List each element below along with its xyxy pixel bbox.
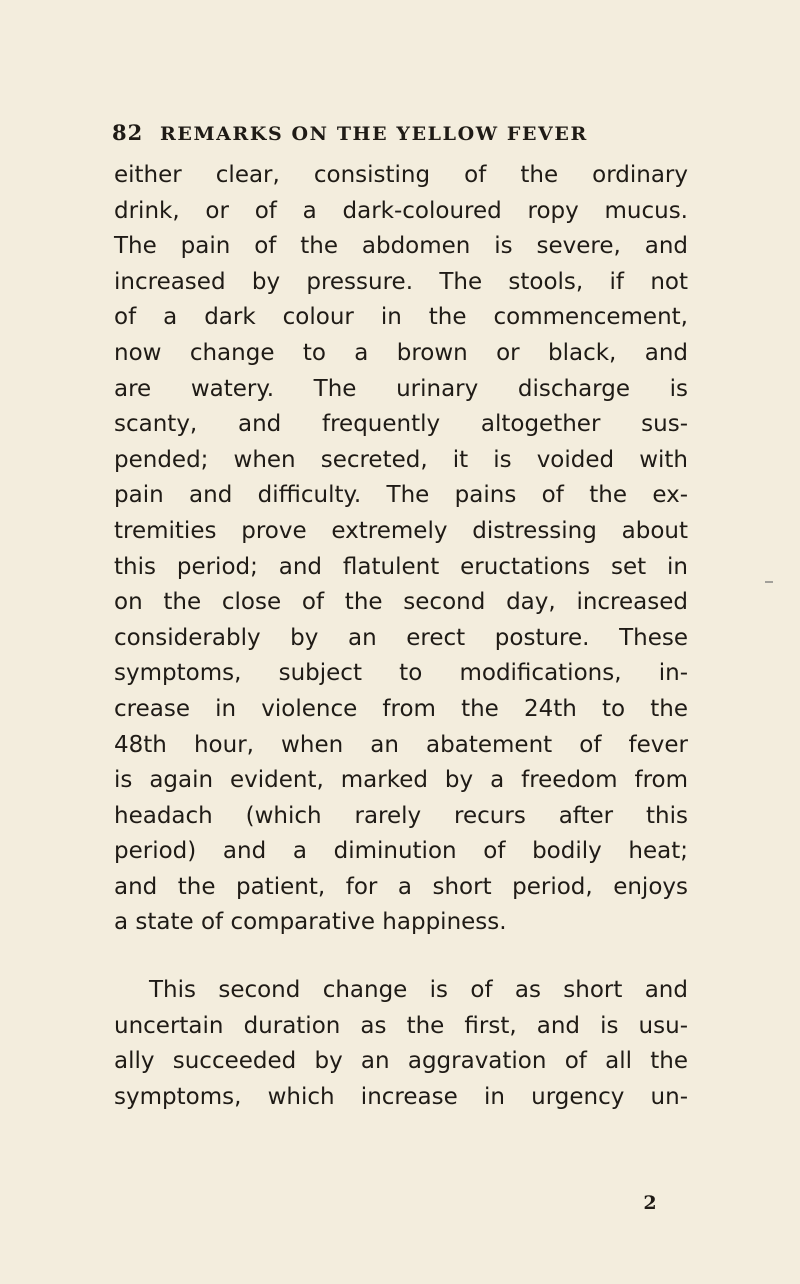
running-title: REMARKS ON THE YELLOW FEVER [160, 123, 588, 145]
text-line: pain and difficulty. The pains of the ex- [114, 482, 688, 509]
text-line: a state of comparative happiness. [114, 909, 507, 936]
text-line: now change to a brown or black, and [114, 339, 688, 366]
text-line: symptoms, subject to modifications, in- [114, 660, 688, 687]
text-line: symptoms, which increase in urgency un- [114, 1083, 688, 1110]
text-line: is again evident, marked by a freedom from [114, 767, 688, 794]
text-line: tremities prove extremely distressing about [114, 517, 688, 544]
page-number: 82 [112, 120, 144, 145]
running-head [112, 120, 692, 150]
paragraph-1 [114, 158, 688, 941]
text-line: either clear, consisting of the ordinary [114, 162, 688, 188]
text-line: of a dark colour in the commencement, [114, 304, 688, 331]
text-line: on the close of the second day, increased [114, 589, 688, 616]
signature-mark: 2 [643, 1192, 657, 1214]
text-line: headach (which rarely recurs after this [114, 802, 688, 829]
text-line: scanty, and frequently altogether sus- [114, 411, 688, 438]
text-line: ally succeeded by an aggravation of all the [114, 1048, 688, 1075]
body-text [114, 158, 688, 1115]
text-line: This second change is of as short and [149, 977, 688, 1004]
paper-speck [765, 581, 773, 583]
text-line: this period; and flatulent eructations set in [114, 553, 688, 580]
text-line: pended; when secreted, it is voided with [114, 446, 688, 473]
text-line: uncertain duration as the first, and is usu- [114, 1012, 688, 1039]
text-line: increased by pressure. The stools, if not [114, 268, 688, 295]
text-line: 48th hour, when an abatement of fever [114, 731, 688, 758]
paragraph-2 [114, 973, 688, 1115]
text-line: crease in violence from the 24th to the [114, 695, 688, 722]
paragraph-gap [114, 941, 688, 973]
text-line: drink, or of a dark-coloured ropy mucus. [114, 197, 688, 224]
text-line: period) and a diminution of bodily heat; [114, 838, 688, 865]
text-line: The pain of the abdomen is severe, and [114, 233, 688, 260]
text-line: considerably by an erect posture. These [114, 624, 688, 651]
text-line: are watery. The urinary discharge is [114, 375, 688, 402]
text-line: and the patient, for a short period, enjoys [114, 873, 688, 900]
